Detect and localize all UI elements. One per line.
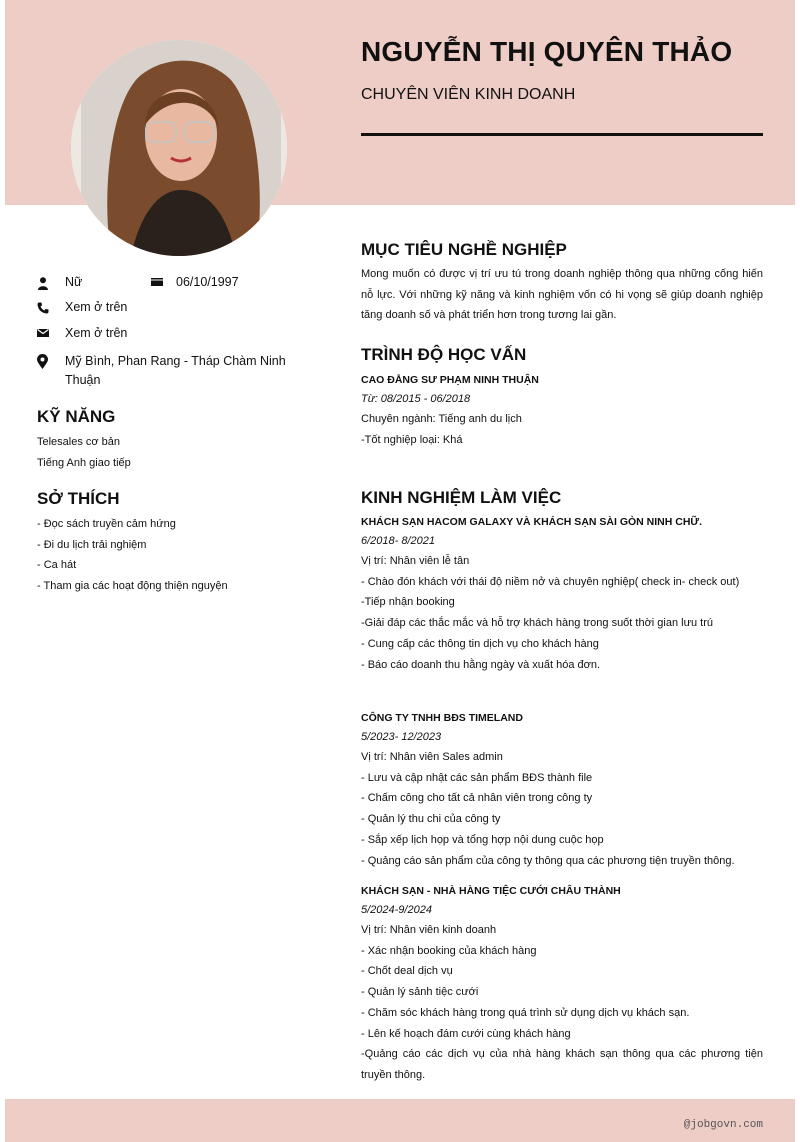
- job-line: - Chấm công cho tất cả nhân viên trong công ty: [361, 792, 593, 805]
- phone-icon: [37, 300, 65, 314]
- skills-list: [37, 432, 131, 473]
- job-line: Vị trí: Nhân viên kinh doanh: [361, 924, 497, 936]
- job-entry: [361, 513, 763, 675]
- hobbies-heading: SỞ THÍCH: [37, 489, 120, 508]
- job-line: - Xác nhận booking của khách hàng: [361, 944, 537, 957]
- email-row: [37, 326, 127, 340]
- education-heading: TRÌNH ĐỘ HỌC VẤN: [361, 345, 527, 364]
- job-title: CHUYÊN VIÊN KINH DOANH: [361, 86, 576, 103]
- education-entry: [361, 371, 763, 450]
- job-line: - Chốt deal dịch vụ: [361, 965, 453, 978]
- job-dates: 6/2018- 8/2021: [361, 535, 436, 547]
- job-line: - Báo cáo doanh thu hằng ngày và xuất hóa đơn.: [361, 658, 601, 671]
- footer-band: [5, 1099, 795, 1142]
- job-dates: 5/2024-9/2024: [361, 904, 432, 916]
- candidate-name: NGUYỄN THỊ QUYÊN THẢO: [361, 36, 733, 67]
- job-line: - Quản lý thu chi của công ty: [361, 813, 501, 826]
- job-entry: [361, 709, 763, 871]
- skill-item: Telesales cơ bản: [37, 436, 121, 448]
- job-line: - Chào đón khách với thái độ niềm nở và chuyên nghiệp( check in- check out): [361, 575, 740, 588]
- phone-value: Xem ở trên: [65, 300, 128, 314]
- job-line: -Tiếp nhận booking: [361, 596, 455, 609]
- education-line: Chuyên ngành: Tiếng anh du lịch: [361, 413, 522, 425]
- hobby-item: - Tham gia các hoạt động thiện nguyện: [37, 580, 228, 593]
- job-line: Vị trí: Nhân viên lễ tân: [361, 555, 470, 567]
- job-entry: [361, 882, 763, 1086]
- job-line: Vị trí: Nhân viên Sales admin: [361, 751, 503, 763]
- objective-heading: MỤC TIÊU NGHỀ NGHIỆP: [361, 240, 567, 259]
- hobby-item: - Ca hát: [37, 559, 77, 572]
- objective-text: Mong muốn có được vị trí ưu tú trong doanh nghiệp thông qua những cống hiến nỗ lực. Với những kỹ năng và kinh nghiệm vốn có hi vọng sẽ giúp doanh nghiệp tăng doanh số và phát triển hơn trong tương lai gần.: [361, 268, 763, 322]
- gender-value: Nữ: [65, 275, 83, 289]
- birthday-value: 06/10/1997: [176, 275, 239, 289]
- job-line: - Lên kế hoạch đám cưới cùng khách hàng: [361, 1027, 571, 1040]
- company-name: KHÁCH SẠN - NHÀ HÀNG TIỆC CƯỚI CHÂU THÀNH: [361, 885, 621, 897]
- address-row: [37, 352, 297, 390]
- job-line: - Chăm sóc khách hàng trong quá trình sử dụng dịch vụ khách sạn.: [361, 1006, 690, 1019]
- hobby-item: - Đọc sách truyền cảm hứng: [37, 518, 176, 530]
- gender-row: [37, 275, 82, 290]
- job-line: - Lưu và cập nhật các sản phẩm BĐS thành file: [361, 771, 593, 784]
- company-name: CÔNG TY TNHH BĐS TIMELAND: [361, 712, 523, 724]
- school-name: CAO ĐẲNG SƯ PHẠM NINH THUẬN: [361, 374, 539, 386]
- education-line: -Tốt nghiệp loại: Khá: [361, 433, 463, 446]
- experience-heading: KINH NGHIỆM LÀM VIỆC: [361, 488, 562, 507]
- job-line: -Quảng cáo các dịch vụ của nhà hàng khách sạn thông qua các phương tiện truyền thông.: [361, 1048, 763, 1081]
- skills-heading: KỸ NĂNG: [37, 407, 116, 426]
- company-name: KHÁCH SẠN HACOM GALAXY VÀ KHÁCH SẠN SÀI GÒN NINH CHỮ.: [361, 516, 703, 528]
- job-line: - Sắp xếp lịch họp và tổng hợp nội dung cuộc họp: [361, 833, 604, 846]
- envelope-icon: [37, 326, 65, 338]
- job-dates: 5/2023- 12/2023: [361, 731, 442, 743]
- birthday-row: [151, 275, 239, 289]
- profile-photo: [71, 40, 287, 256]
- job-line: -Giải đáp các thắc mắc và hỗ trợ khách hàng trong suốt thời gian lưu trú: [361, 617, 713, 630]
- email-value: Xem ở trên: [65, 326, 128, 340]
- hobbies-list: [37, 514, 228, 597]
- footer-brand: @jobgovn.com: [683, 1119, 763, 1131]
- skill-item: Tiếng Anh giao tiếp: [37, 456, 131, 469]
- hobby-item: - Đi du lịch trải nghiệm: [37, 538, 147, 551]
- calendar-icon: [151, 275, 176, 287]
- person-icon: [37, 275, 65, 290]
- education-dates: Từ: 08/2015 - 06/2018: [361, 393, 471, 405]
- job-line: - Quảng cáo sản phẩm của công ty thông qua các phương tiện truyền thông.: [361, 854, 735, 867]
- phone-row: [37, 300, 127, 314]
- header-divider: [361, 133, 763, 136]
- job-line: - Quản lý sảnh tiệc cưới: [361, 986, 479, 999]
- location-pin-icon: [37, 352, 65, 369]
- address-value: Mỹ Bình, Phan Rang - Tháp Chàm Ninh Thuận: [65, 354, 286, 387]
- job-line: - Cung cấp các thông tin dịch vụ cho khách hàng: [361, 637, 599, 650]
